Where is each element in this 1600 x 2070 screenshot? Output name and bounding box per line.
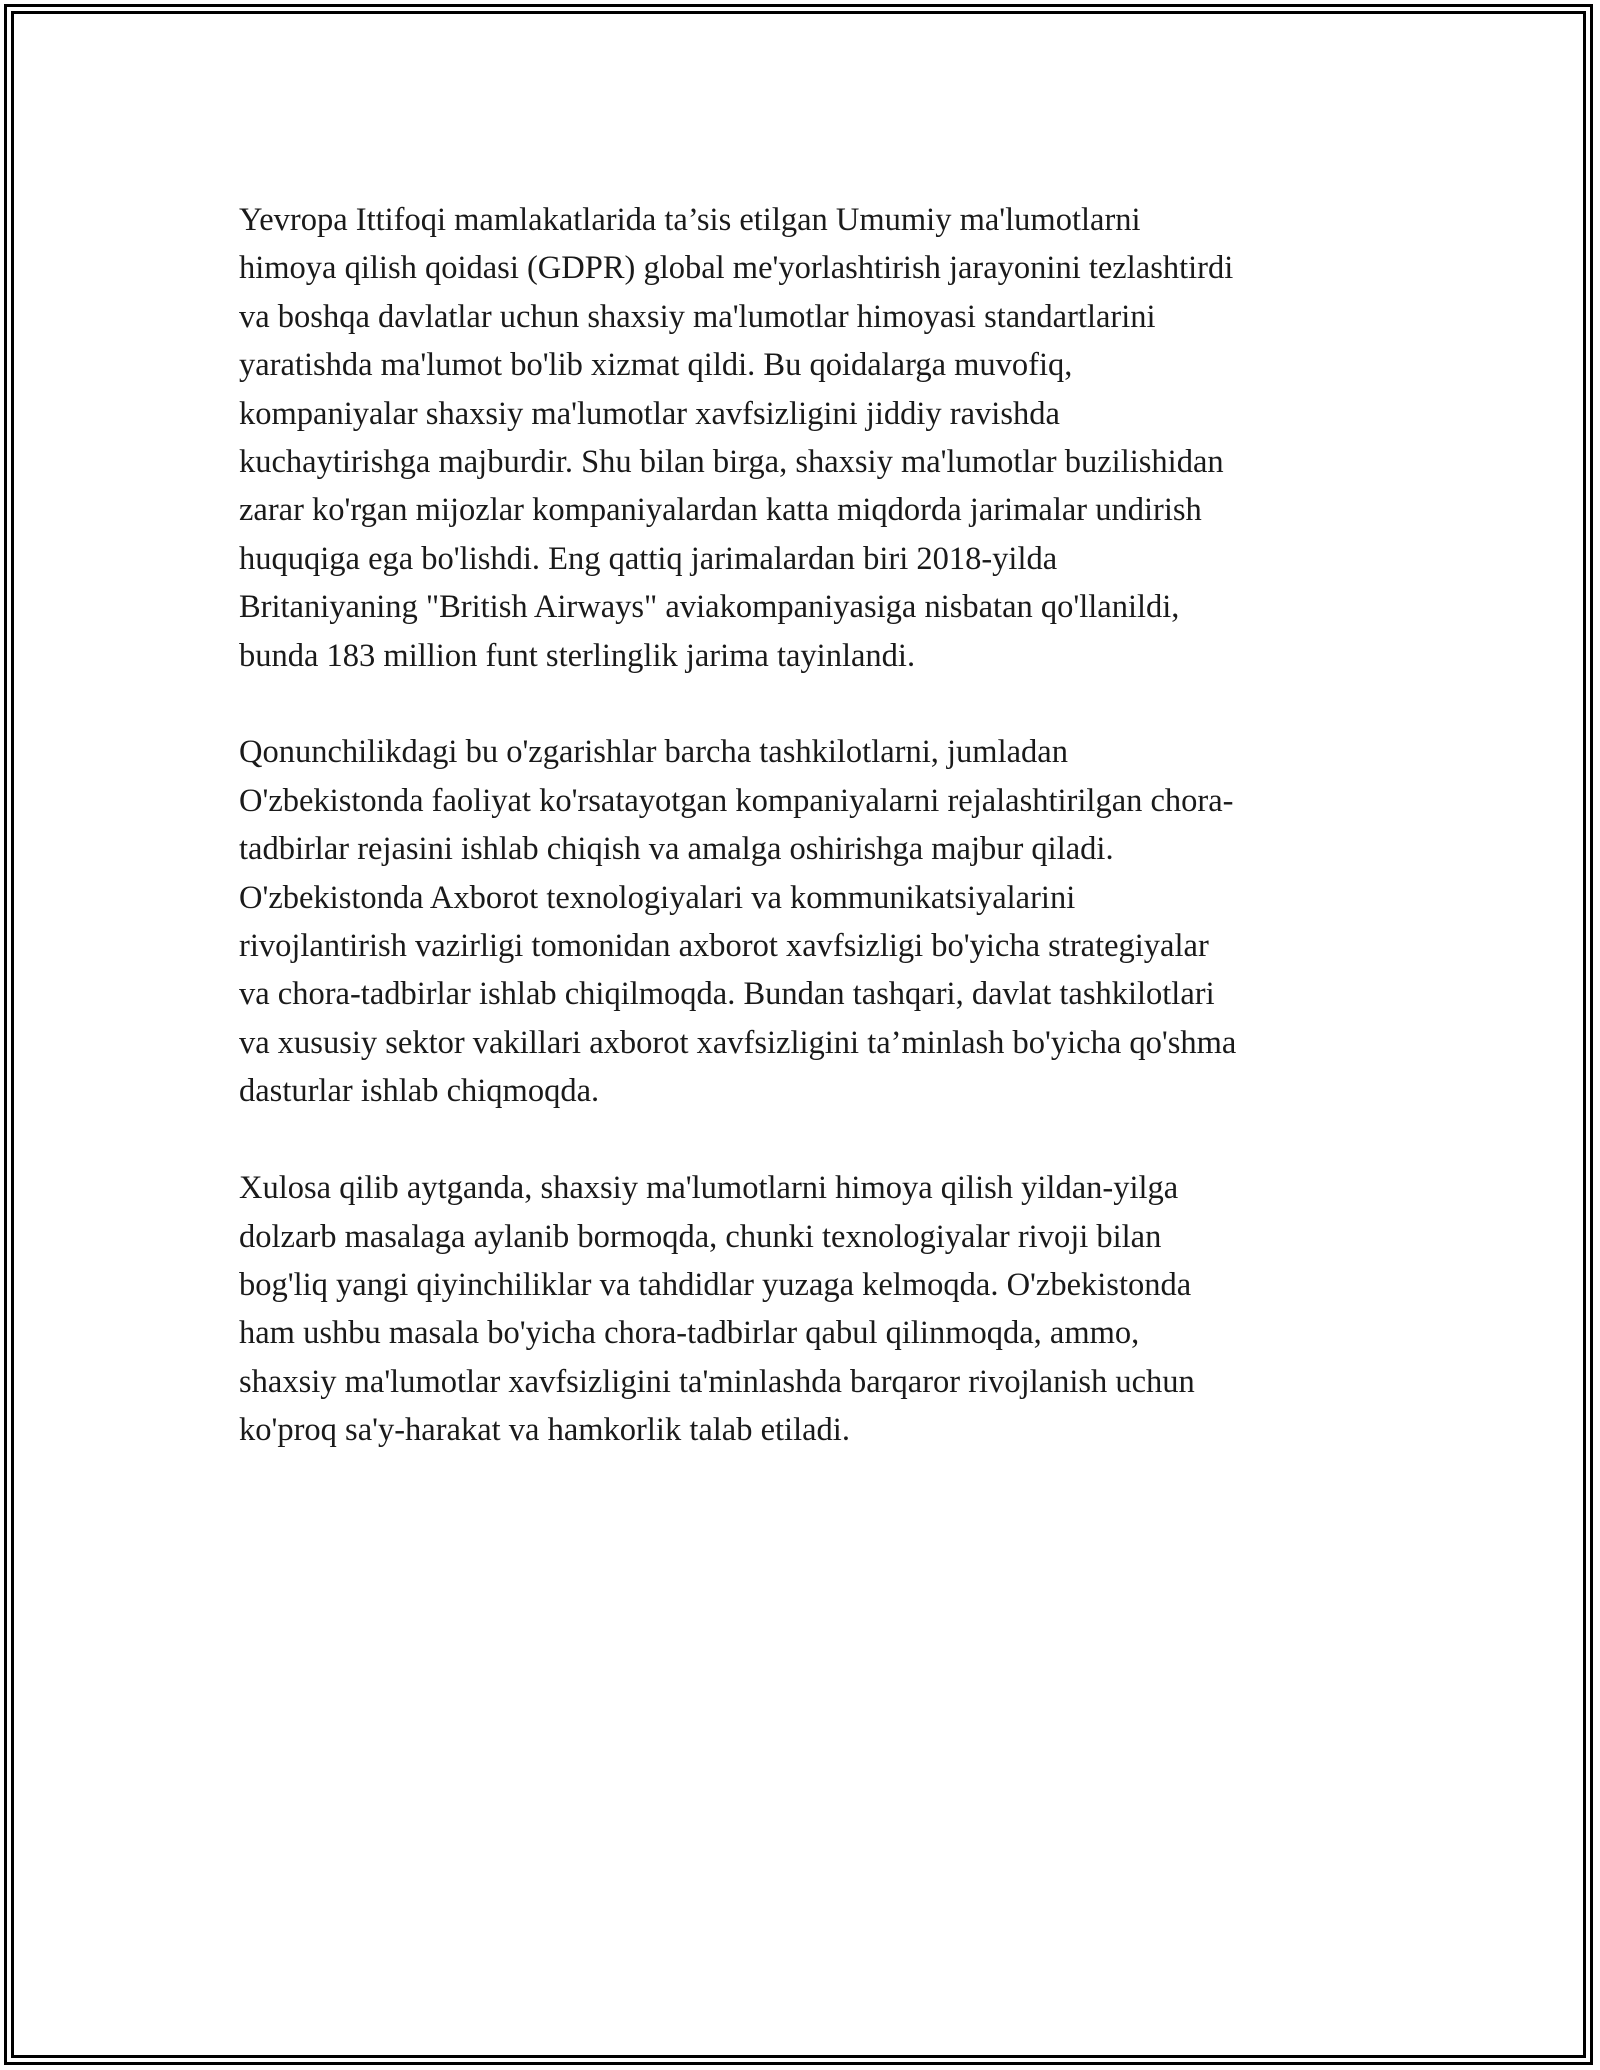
paragraph-gdpr: Yevropa Ittifoqi mamlakatlarida ta’sis etilgan Umumiy ma'lumotlarni himoya qilish qoidasi (GDPR) global me'yorlashtirish jarayonini tezlashtirdi va boshqa davlatlar uchun shaxsiy ma'lumotlar himoyasi standartlarini yaratishda ma'lumot bo'lib xizmat qildi. Bu qoidalarga muvofiq, kompaniyalar shaxsiy ma'lumotlar xavfsizligini jiddiy ravishda kuchaytirishga majburdir. Shu bilan birga, shaxsiy ma'lumotlar buzilishidan zarar ko'rgan mijozlar kompaniyalardan katta miqdorda jarimalar undirish huquqiga ega bo'lishdi. Eng qattiq jarimalardan biri 2018-yilda Britaniyaning "British Airways" aviakompaniyasiga nisbatan qo'llanildi, bunda 183 million funt sterlinglik jarima tayinlandi.	[239, 202, 1234, 674]
document-body	[239, 196, 1379, 1503]
paragraph-conclusion: Xulosa qilib aytganda, shaxsiy ma'lumotlarni himoya qilish yildan-yilga dolzarb masalaga aylanib bormoqda, chunki texnologiyalar rivoji bilan bog'liq yangi qiyinchiliklar va tahdidlar yuzaga kelmoqda. O'zbekistonda ham ushbu masala bo'yicha chora-tadbirlar qabul qilinmoqda, ammo, shaxsiy ma'lumotlar xavfsizligini ta'minlashda barqaror rivojlanish uchun ko'proq sa'y-harakat va hamkorlik talab etiladi.	[239, 1170, 1195, 1449]
paragraph-legislation-changes: Qonunchilikdagi bu o'zgarishlar barcha tashkilotlarni, jumladan O'zbekistonda faoliyat ko'rsatayotgan kompaniyalarni rejalashtirilgan chora- tadbirlar rejasini ishlab chiqish va amalga oshirishga majbur qiladi. O'zbekistonda Axborot texnologiyalari va kommunikatsiyalarini rivojlantirish vazirligi tomonidan axborot xavfsizligi bo'yicha strategiyalar va chora-tadbirlar ishlab chiqilmoqda. Bundan tashqari, davlat tashkilotlari va xususiy sektor vakillari axborot xavfsizligini ta’minlash bo'yicha qo'shma dasturlar ishlab chiqmoqda.	[239, 734, 1237, 1110]
page-border-frame	[4, 4, 1593, 2065]
